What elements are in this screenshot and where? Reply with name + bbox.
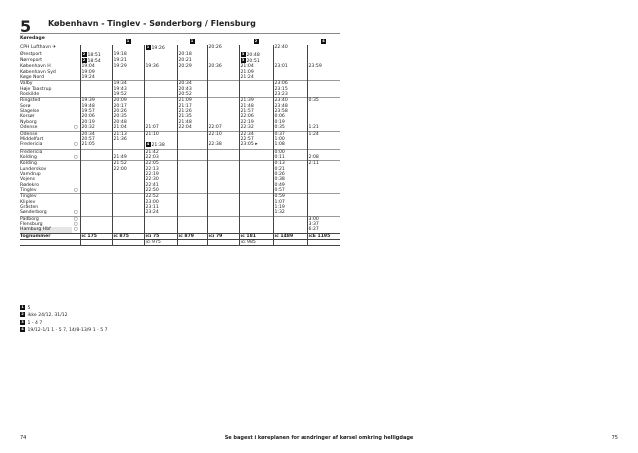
timetable-body — [20, 39, 340, 246]
time-value: 22:40 — [274, 45, 288, 51]
time-value: 20:48 — [113, 119, 127, 125]
time-cell — [112, 142, 144, 149]
train-number: ıc 875 — [112, 233, 144, 239]
note-marker: 3 — [241, 51, 245, 56]
time-value: 20:51 — [246, 59, 260, 65]
time-value: 23:23 — [274, 92, 288, 98]
station-name: Slagelse — [20, 109, 40, 115]
time-cell — [307, 142, 340, 149]
spacer — [20, 240, 72, 246]
time-value: 21:17 — [178, 103, 192, 109]
route-title: København - Tinglev - Sønderborg / Flensburg — [48, 19, 256, 28]
time-value: 22:57 — [240, 136, 254, 142]
time-value: 19:26 — [151, 46, 165, 52]
time-value: 1:00 — [274, 136, 285, 142]
stop-marker: ○ — [73, 154, 78, 160]
stop-marker: ○ — [73, 210, 78, 216]
time-value: 22:38 — [208, 142, 222, 148]
train-number: ıcı 75 — [144, 233, 177, 239]
time-value: 21:48 — [240, 103, 254, 109]
time-value: 21:35 — [178, 114, 192, 120]
time-value: 0:57 — [274, 187, 285, 193]
time-value: 22:13 — [145, 166, 159, 172]
station-name: Roskilde — [20, 92, 40, 98]
note-marker: 1 — [146, 45, 150, 50]
station-name: Tinglev — [20, 194, 72, 200]
note-marker: 2 — [82, 51, 86, 56]
time-value: 0:38 — [274, 177, 285, 183]
train-number — [177, 240, 207, 246]
time-value: 0:59 — [274, 194, 285, 200]
station-name: Vamdrup — [20, 171, 41, 177]
time-value: 21:04 — [240, 64, 254, 70]
footer-note: Se bagest i køreplanen for ændringer af kørsel omkring helligdage — [224, 435, 414, 441]
time-value: 19:18 — [113, 51, 127, 57]
time-value: 23:40 — [274, 98, 288, 104]
time-value: 20:26 — [113, 109, 127, 115]
note-marker: 3 — [21, 319, 24, 324]
time-value: 3:00 — [308, 216, 319, 222]
train-number: ıcı 975 — [144, 240, 177, 246]
time-cell — [177, 142, 207, 149]
time-value: 23:59 — [308, 64, 322, 70]
time-value: 20:34 — [178, 81, 192, 87]
time-value: 20:48 — [246, 52, 260, 58]
time-value: 20:26 — [208, 45, 222, 51]
time-value: 19:04 — [81, 64, 95, 70]
time-value: 22:03 — [145, 154, 159, 160]
station-name: Kolding — [20, 154, 37, 160]
station-name: Rødekro — [20, 182, 40, 188]
time-value: 23:48 — [274, 103, 288, 109]
time-value: 19:39 — [81, 98, 95, 104]
note-marker: 4 — [322, 39, 325, 43]
station-name: Fredericia — [20, 142, 43, 148]
time-value: 20:19 — [81, 119, 95, 125]
station-name: Valby — [20, 81, 72, 87]
time-value: 20:36 — [208, 64, 222, 70]
station-name: Odense — [20, 131, 72, 137]
footnote-text: ikke 24/12, 31/12 — [27, 313, 68, 319]
time-value: 20:17 — [113, 103, 127, 109]
time-value: 20:34 — [81, 131, 95, 137]
time-value: 21:07 — [145, 125, 159, 131]
time-value: 23:01 — [274, 64, 288, 70]
time-value: 22:00 — [113, 166, 127, 172]
time-value: 0:21 — [274, 166, 285, 172]
train-number: ıcı 79 — [207, 233, 239, 239]
station-name: Kliplev — [20, 199, 36, 205]
time-value: 0:49 — [274, 182, 285, 188]
time-value: 0:00 — [274, 149, 285, 155]
note-marker: 2 — [254, 39, 258, 43]
time-value: 0:26 — [274, 171, 285, 177]
time-cell — [207, 142, 239, 149]
station-name: Nørreport — [20, 58, 43, 64]
time-value: 22:30 — [145, 177, 159, 183]
time-value: 19:48 — [81, 103, 95, 109]
footnotes — [20, 305, 108, 334]
note-marker: 1 — [21, 305, 24, 309]
time-value: 23:00 — [145, 199, 159, 205]
time-value: 22:32 — [240, 125, 254, 131]
time-cell — [239, 142, 273, 149]
footnote — [20, 312, 108, 319]
station-name: Korsør — [20, 114, 35, 120]
station-name: Sønderborg — [20, 210, 47, 216]
time-value: 2:08 — [308, 154, 319, 160]
train-number: ıcE 1195 — [307, 233, 340, 239]
time-cell — [273, 142, 307, 149]
days-label: Køredage — [20, 36, 45, 41]
stop-marker: ○ — [73, 125, 78, 131]
train-number-label: Tognummer — [20, 233, 72, 239]
note-marker: 3 — [241, 58, 245, 63]
spacer — [72, 240, 80, 246]
time-value: 21:57 — [240, 109, 254, 115]
note-marker: 4 — [146, 142, 150, 147]
time-value: 20:09 — [113, 98, 127, 104]
station-name: Høje Taastrup — [20, 86, 52, 92]
time-value: 1:19 — [274, 204, 285, 210]
station-name: Fredericia — [20, 149, 72, 155]
time-cell — [144, 142, 177, 149]
time-value: 19:34 — [113, 81, 127, 87]
station-name: Vojens — [20, 177, 36, 183]
footnote-text: 5 — [27, 306, 31, 311]
time-value: 19:24 — [81, 75, 95, 81]
note-marker: 1 — [126, 39, 130, 43]
station-name: Nyborg — [20, 119, 37, 125]
stop-marker: ○ — [72, 216, 80, 222]
time-value: 21:09 — [178, 98, 192, 104]
time-value: 22:05 — [145, 161, 159, 167]
time-value: 3:37 — [308, 222, 319, 227]
time-value: 21:26 — [178, 109, 192, 115]
time-value: 1:21 — [308, 125, 319, 131]
station-name: Gråsten — [20, 204, 39, 210]
station-name: Flensburg — [20, 222, 43, 227]
time-value: 22:19 — [145, 171, 159, 177]
time-value: 22:06 — [240, 114, 254, 120]
time-value: 1:24 — [308, 131, 319, 137]
time-value: 0:11 — [274, 154, 285, 160]
station-name: Ringsted — [20, 98, 72, 104]
note-marker: 4 — [21, 326, 24, 331]
time-value: 20:35 — [113, 114, 127, 120]
station-name: Tinglev — [20, 187, 37, 193]
time-value: 21:24 — [240, 75, 254, 81]
time-value: 19:43 — [113, 86, 127, 92]
time-value: 22:34 — [240, 131, 254, 137]
stop-marker: ○ — [73, 187, 78, 193]
time-value: 18:54 — [87, 59, 101, 65]
footnote-text: 19/12-1/1 1 - 5 7, 14/8-13/9 1 - 5 7 — [27, 327, 108, 333]
train-number: ıc 175 — [80, 233, 112, 239]
time-value: 21:04 — [113, 125, 127, 131]
time-value: 21:39 — [240, 98, 254, 104]
time-value: 1:08 — [274, 142, 285, 148]
train-number — [80, 240, 112, 246]
time-value: 21:48 — [178, 119, 192, 125]
table-row — [20, 142, 340, 149]
time-value: 20:29 — [178, 64, 192, 70]
time-value: 21:42 — [145, 149, 159, 155]
time-value: 23:06 — [274, 81, 288, 87]
station-name: Ørestport — [20, 51, 42, 57]
time-value: 2:11 — [308, 161, 319, 167]
footnote — [20, 327, 108, 334]
time-value: 23:05 ▸ — [240, 142, 258, 148]
time-value: 20:43 — [178, 86, 192, 92]
stop-marker: ○ — [73, 227, 78, 233]
time-value: 21:13 — [113, 131, 127, 137]
time-value: 22:41 — [145, 182, 159, 188]
time-value: 1:07 — [274, 199, 285, 205]
time-value: 22:50 — [145, 187, 159, 193]
time-value: 20:57 — [81, 136, 95, 142]
time-value: 20:18 — [178, 51, 192, 57]
station-name: Padborg — [20, 216, 72, 222]
time-value: 23:58 — [274, 109, 288, 115]
station-name: Middelfart — [20, 136, 44, 142]
time-value: 21:38 — [151, 143, 165, 149]
time-value: 20:21 — [178, 58, 192, 64]
time-value: 21:52 — [113, 161, 127, 167]
note-marker: 2 — [21, 312, 24, 317]
stop-marker: ○ — [73, 142, 78, 148]
station-name: Kolding — [20, 161, 72, 167]
footnote — [20, 305, 108, 312]
time-value: 20:06 — [81, 114, 95, 120]
route-number: 5 — [20, 17, 32, 36]
time-cell — [80, 142, 112, 149]
time-value: 21:36 — [113, 136, 127, 142]
divider — [20, 33, 340, 34]
time-value: 0:19 — [274, 119, 285, 125]
time-value: 19:36 — [145, 64, 159, 70]
time-value: 19:52 — [113, 92, 127, 98]
page-number-left: 74 — [20, 435, 27, 441]
time-value: 20:32 — [81, 125, 95, 131]
time-value: 21:10 — [145, 131, 159, 137]
note-marker: 1 — [190, 39, 194, 43]
station-name: København Syd — [20, 69, 56, 75]
time-value: 0:37 — [274, 131, 285, 137]
page-number-right: 75 — [611, 435, 618, 441]
stop-marker: ○ — [73, 222, 78, 227]
time-value: 21:09 — [240, 69, 254, 75]
time-value: 20:52 — [178, 92, 192, 98]
station-name: Sorø — [20, 103, 31, 109]
time-value: 0:35 — [274, 125, 285, 131]
train-number: ıc 181 — [239, 233, 273, 239]
time-value: 22:52 — [145, 194, 159, 200]
train-number: ıc 1489 — [273, 233, 307, 239]
time-value: 23:24 — [145, 210, 159, 216]
train-number — [112, 240, 144, 246]
train-number — [273, 240, 307, 246]
time-value: 21:49 — [113, 154, 127, 160]
time-value: 0:06 — [274, 114, 285, 120]
station-name: CPH Lufthavn ✈ — [20, 45, 57, 51]
time-value: 21:05 — [81, 142, 95, 148]
station-name: København H — [20, 64, 51, 70]
station-name: Odense — [20, 125, 38, 131]
footnote-text: 1 - 4 7 — [27, 320, 43, 326]
train-number — [307, 240, 340, 246]
station-name: Hamburg Hbf — [20, 227, 72, 233]
train-number: ıc 879 — [177, 233, 207, 239]
train-number — [207, 240, 239, 246]
time-value: 19:29 — [113, 64, 127, 70]
time-value: 22:04 — [178, 125, 192, 131]
time-value: 23:11 — [145, 204, 159, 210]
time-value: 6:27 — [308, 227, 319, 233]
station-name: Lunderskov — [20, 166, 47, 172]
time-value: 0:13 — [274, 161, 285, 167]
train-number: ıcı 985 — [239, 240, 273, 246]
time-value: 23:15 — [274, 86, 288, 92]
time-value: 0:35 — [308, 98, 319, 104]
note-marker: 2 — [82, 58, 86, 63]
station-name: Køge Nord — [20, 75, 44, 81]
time-value: 22:19 — [240, 119, 254, 125]
time-value: 18:51 — [87, 52, 101, 58]
train-number-row-2 — [20, 240, 340, 246]
time-value: 19:21 — [113, 58, 127, 64]
time-value: 22:10 — [208, 131, 222, 137]
timetable — [20, 39, 340, 246]
time-value: 22:07 — [208, 125, 222, 131]
time-value: 1:32 — [274, 210, 285, 216]
time-value: 19:57 — [81, 109, 95, 115]
footnote — [20, 320, 108, 327]
time-value: 19:09 — [81, 69, 95, 75]
